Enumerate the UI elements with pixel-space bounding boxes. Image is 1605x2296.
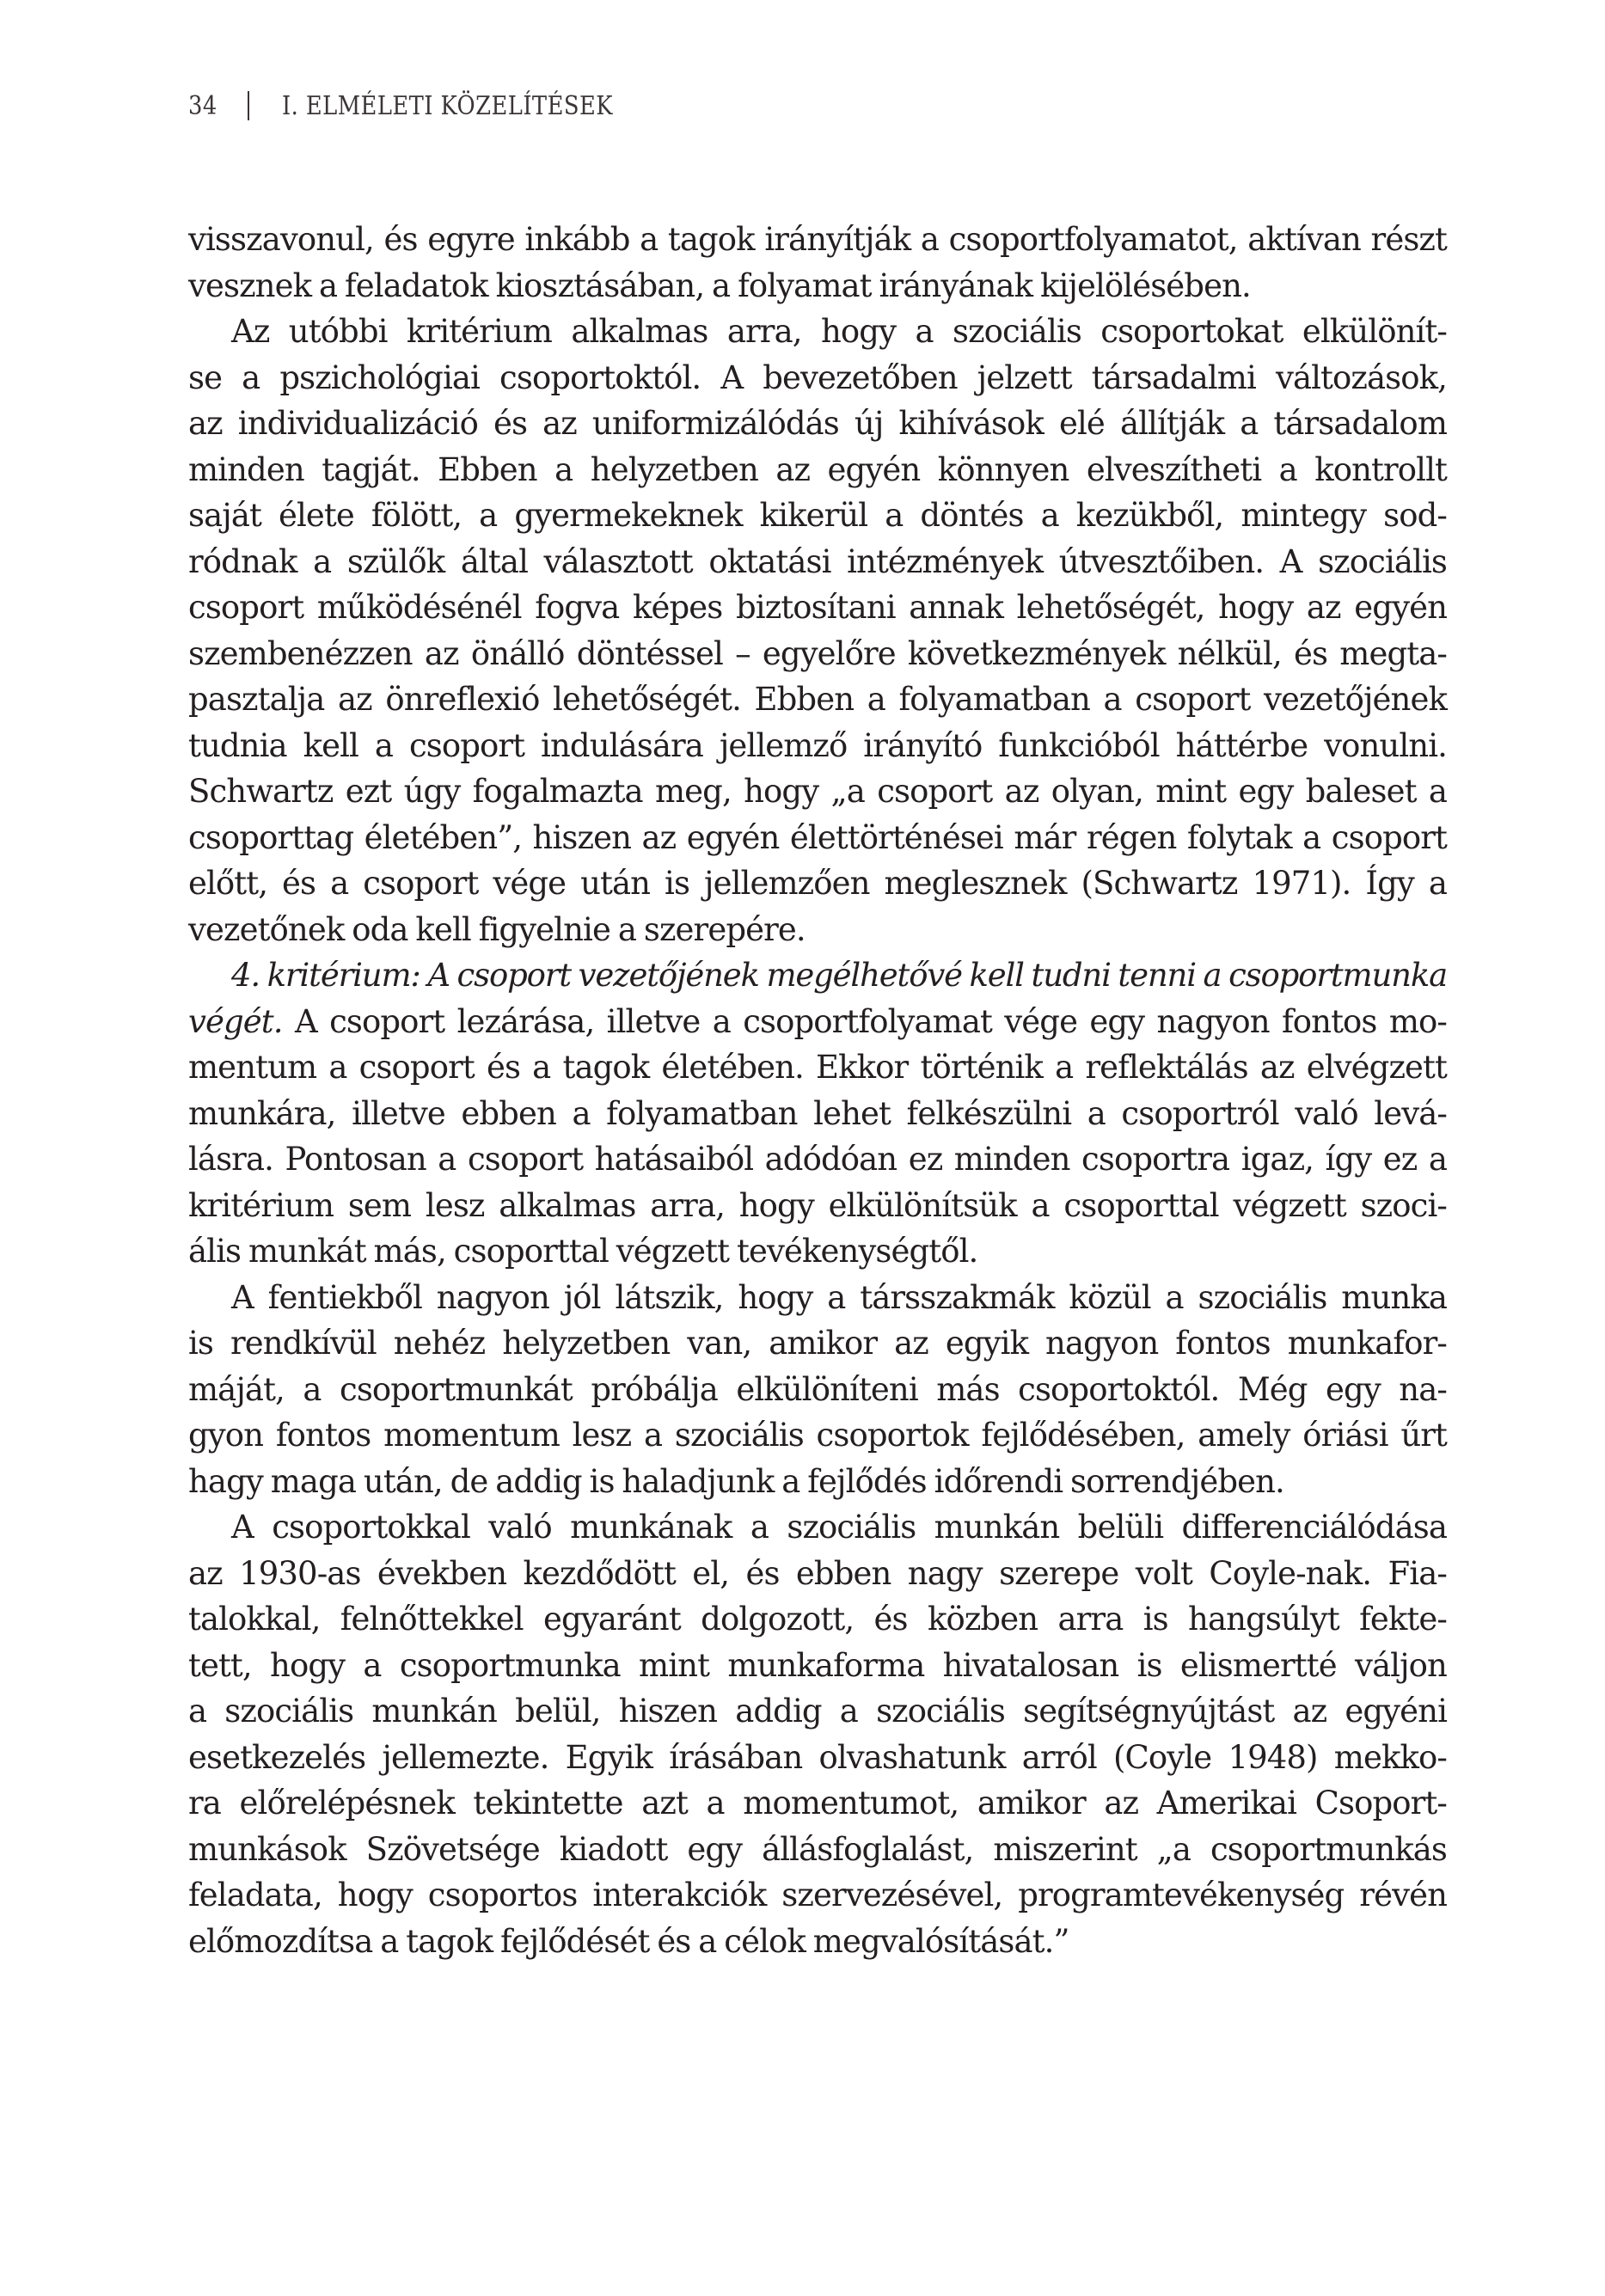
text-line <box>188 631 1447 677</box>
text-line <box>188 1412 1447 1459</box>
text-line <box>188 1919 1447 1965</box>
text-run: az individualizáció és az uniformizálódás új kihívások elé állítják a társadalom <box>188 405 1447 442</box>
text-line <box>188 1827 1447 1873</box>
text-line <box>188 585 1447 631</box>
text-run: vezetőnek oda kell figyelnie a szerepére. <box>188 910 806 948</box>
text-run: Schwartz ezt úgy fogalmazta meg, hogy „a csoport az olyan, mint egy baleset a <box>188 773 1447 810</box>
text-line <box>188 723 1447 769</box>
text-line <box>188 860 1447 907</box>
text-run: A fentiekből nagyon jól látszik, hogy a társszakmák közül a szociális munka <box>231 1278 1447 1316</box>
text-line <box>188 1459 1447 1505</box>
text-line <box>188 1596 1447 1643</box>
paragraph <box>188 217 1447 309</box>
text-line <box>188 952 1447 999</box>
text-run: feladata, hogy csoportos interakciók szervezésével, programtevékenység révén <box>188 1877 1447 1913</box>
text-line <box>188 539 1447 585</box>
text-run: tudnia kell a csoport indulására jellemző irányító funkcióból háttérbe vonulni. <box>188 726 1447 764</box>
text-line <box>188 1183 1447 1229</box>
text-run: hagy maga után, de addig is haladjunk a fejlődés időrendi sorrendjében. <box>188 1462 1284 1500</box>
text-run: visszavonul, és egyre inkább a tagok irányítják a csoportfolyamatot, aktívan részt <box>188 221 1447 258</box>
text-run: csoport működésénél fogva képes biztosítani annak lehetőségét, hogy az egyén <box>188 589 1447 626</box>
text-run: ális munkát más, csoporttal végzett tevékenységtől. <box>188 1233 978 1270</box>
text-run: ródnak a szülők által választott oktatási intézmények útvesztőiben. A szociális <box>188 542 1447 580</box>
text-run: mentum a csoport és a tagok életében. Ekkor történik a reflektálás az elvégzett <box>188 1049 1447 1086</box>
text-line <box>188 815 1447 861</box>
text-line <box>188 768 1447 815</box>
text-run: pasztalja az önreflexió lehetőségét. Ebben a folyamatban a csoport vezetőjének <box>188 681 1447 718</box>
text-run: tett, hogy a csoportmunka mint munkaforma hivatalosan is elismertté váljon <box>188 1646 1447 1684</box>
text-run: saját élete fölött, a gyermekeknek kikerül a döntés a kezükből, mintegy sod- <box>188 497 1447 534</box>
running-head <box>188 86 667 126</box>
paragraph <box>188 952 1447 1275</box>
text-line <box>188 907 1447 953</box>
text-line <box>188 1872 1447 1919</box>
text-line <box>188 401 1447 447</box>
italic-text: végét. <box>188 1002 283 1040</box>
text-run: vesznek a feladatok kiosztásában, a folyamat irányának kijelölésében. <box>188 266 1251 304</box>
text-line <box>188 1504 1447 1551</box>
text-run: máját, a csoportmunkát próbálja elkülöníteni más csoportoktól. Még egy na- <box>188 1370 1447 1408</box>
text-line <box>188 1044 1447 1091</box>
italic-text: 4. kritérium: A csoport vezetőjének megélhetővé kell tudni tenni a csoportmunka <box>231 957 1447 994</box>
text-run: lásra. Pontosan a csoport hatásaiból adódóan ez minden csoportra igaz, így ez a <box>188 1141 1447 1178</box>
text-run: se a pszichológiai csoportoktól. A bevezetőben jelzett társadalmi változások, <box>188 358 1447 396</box>
text-run: A csoportokkal való munkának a szociális munkán belüli differenciálódása <box>231 1509 1447 1546</box>
text-line <box>188 677 1447 723</box>
text-run: talokkal, felnőttekkel egyaránt dolgozott, és közben arra is hangsúlyt fekte- <box>188 1601 1447 1638</box>
page-number: 34 <box>188 90 217 121</box>
text-run: Az utóbbi kritérium alkalmas arra, hogy a szociális csoportokat elkülönít- <box>231 313 1447 350</box>
text-run: előtt, és a csoport vége után is jellemzően meglesznek (Schwartz 1971). Így a <box>188 865 1447 902</box>
text-run: csoporttag életében”, hiszen az egyén élettörténései már régen folytak a csoport <box>188 818 1447 856</box>
text-run: a szociális munkán belül, hiszen addig a szociális segítségnyújtást az egyéni <box>188 1693 1447 1730</box>
paragraph <box>188 309 1447 952</box>
text-run: munkára, illetve ebben a folyamatban lehet felkészülni a csoportról való levá- <box>188 1094 1447 1132</box>
body-text <box>188 217 1447 1964</box>
paragraph <box>188 1275 1447 1505</box>
text-run: munkások Szövetsége kiadott egy állásfoglalást, miszerint „a csoportmunkás <box>188 1830 1447 1868</box>
text-line <box>188 309 1447 355</box>
text-line <box>188 999 1447 1045</box>
text-run: az 1930-as években kezdődött el, és ebben nagy szerepe volt Coyle-nak. Fia- <box>188 1554 1447 1592</box>
text-run: kritérium sem lesz alkalmas arra, hogy elkülönítsük a csoporttal végzett szoci- <box>188 1186 1447 1224</box>
text-line <box>188 1780 1447 1827</box>
text-line <box>188 447 1447 493</box>
text-run: előmozdítsa a tagok fejlődését és a célok megvalósítását.” <box>188 1922 1069 1960</box>
text-run: minden tagját. Ebben a helyzetben az egyén könnyen elveszítheti a kontrollt <box>188 450 1447 488</box>
text-line <box>188 493 1447 539</box>
text-line <box>188 1091 1447 1137</box>
text-line <box>188 1136 1447 1183</box>
text-run: A csoport lezárása, illetve a csoportfolyamat vége egy nagyon fontos mo- <box>282 1002 1447 1040</box>
text-run: szembenézzen az önálló döntéssel – egyelőre következmények nélkül, és megta- <box>188 634 1447 672</box>
text-line <box>188 1551 1447 1597</box>
text-line <box>188 1688 1447 1735</box>
text-run: is rendkívül nehéz helyzetben van, amikor az egyik nagyon fontos munkafor- <box>188 1325 1447 1362</box>
text-line <box>188 263 1447 309</box>
text-line <box>188 1320 1447 1367</box>
text-line <box>188 1367 1447 1413</box>
text-run: gyon fontos momentum lesz a szociális csoportok fejlődésében, amely óriási űrt <box>188 1417 1447 1454</box>
text-line <box>188 1643 1447 1689</box>
text-run: ra előrelépésnek tekintette azt a momentumot, amikor az Amerikai Csoport- <box>188 1785 1447 1821</box>
text-line <box>188 1735 1447 1781</box>
text-line <box>188 217 1447 263</box>
text-run: esetkezelés jellemezte. Egyik írásában olvashatunk arról (Coyle 1948) mekko- <box>188 1738 1447 1776</box>
text-line <box>188 355 1447 401</box>
paragraph <box>188 1504 1447 1964</box>
header-separator <box>248 91 249 120</box>
text-line <box>188 1228 1447 1275</box>
section-title: I. ELMÉLETI KÖZELÍTÉSEK <box>282 90 614 121</box>
text-line <box>188 1275 1447 1321</box>
